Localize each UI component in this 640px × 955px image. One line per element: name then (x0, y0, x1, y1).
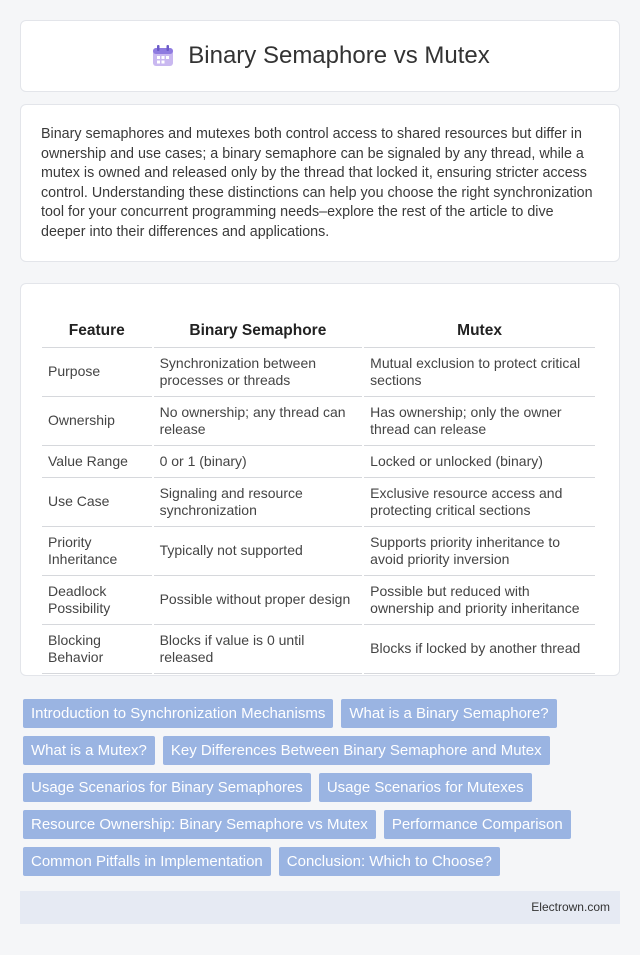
table-row (42, 348, 595, 397)
comparison-table-card (20, 283, 620, 676)
table-row (42, 446, 595, 478)
table-row (42, 527, 595, 576)
tag-link[interactable]: Performance Comparison (384, 810, 571, 839)
tag-link[interactable]: Resource Ownership: Binary Semaphore vs Mutex (23, 810, 376, 839)
title-card (20, 20, 620, 92)
table-row (42, 478, 595, 527)
table-cell: Deadlock Possibility (42, 576, 152, 625)
table-cell: Has ownership; only the owner thread can release (364, 397, 595, 446)
calendar-icon (150, 43, 176, 69)
tag-link[interactable]: Usage Scenarios for Mutexes (319, 773, 532, 802)
footer (20, 891, 620, 924)
intro-card (20, 104, 620, 262)
table-cell: 0 or 1 (binary) (154, 446, 363, 478)
comparison-table (40, 304, 597, 674)
header-feature: Feature (42, 304, 152, 348)
table-cell: Possible but reduced with ownership and priority inheritance (364, 576, 595, 625)
tag-link[interactable]: Introduction to Synchronization Mechanisms (23, 699, 333, 728)
table-row (42, 397, 595, 446)
tag-link[interactable]: Conclusion: Which to Choose? (279, 847, 500, 876)
table-cell: Possible without proper design (154, 576, 363, 625)
table-cell: Supports priority inheritance to avoid priority inversion (364, 527, 595, 576)
tag-link[interactable]: Common Pitfalls in Implementation (23, 847, 271, 876)
table-cell: Synchronization between processes or threads (154, 348, 363, 397)
table-cell: Locked or unlocked (binary) (364, 446, 595, 478)
tag-link[interactable]: Key Differences Between Binary Semaphore and Mutex (163, 736, 550, 765)
header-mutex: Mutex (364, 304, 595, 348)
table-row (42, 625, 595, 674)
table-cell: Blocks if value is 0 until released (154, 625, 363, 674)
tag-row (23, 736, 623, 765)
table-cell: No ownership; any thread can release (154, 397, 363, 446)
table-cell: Signaling and resource synchronization (154, 478, 363, 527)
table-row (42, 576, 595, 625)
tag-row (23, 810, 623, 839)
table-cell: Blocking Behavior (42, 625, 152, 674)
table-cell: Exclusive resource access and protecting critical sections (364, 478, 595, 527)
table-cell: Value Range (42, 446, 152, 478)
tag-link[interactable]: What is a Binary Semaphore? (341, 699, 556, 728)
topic-tags (23, 699, 623, 884)
intro-text: Binary semaphores and mutexes both control access to shared resources but differ in ownership and use cases; a binary semaphore can be signaled by any thread, while a mutex is owned and released only by the thread that locked it, ensuring stricter access control. Understanding these distinctions can help you choose the right synchronization tool for your concurrent programming needs–explore the rest of the article to dive deeper into their differences and applications. (41, 126, 593, 240)
tag-link[interactable]: Usage Scenarios for Binary Semaphores (23, 773, 311, 802)
footer-brand[interactable]: Electrown.com (531, 900, 610, 914)
table-cell: Use Case (42, 478, 152, 527)
table-cell: Ownership (42, 397, 152, 446)
tag-row (23, 699, 623, 728)
table-cell: Typically not supported (154, 527, 363, 576)
table-cell: Blocks if locked by another thread (364, 625, 595, 674)
tag-link[interactable]: What is a Mutex? (23, 736, 155, 765)
tag-row (23, 847, 623, 876)
table-header-row (42, 304, 595, 348)
tag-row (23, 773, 623, 802)
header-binary-semaphore: Binary Semaphore (154, 304, 363, 348)
page-title: Binary Semaphore vs Mutex (188, 42, 490, 69)
table-cell: Purpose (42, 348, 152, 397)
table-cell: Priority Inheritance (42, 527, 152, 576)
table-cell: Mutual exclusion to protect critical sections (364, 348, 595, 397)
